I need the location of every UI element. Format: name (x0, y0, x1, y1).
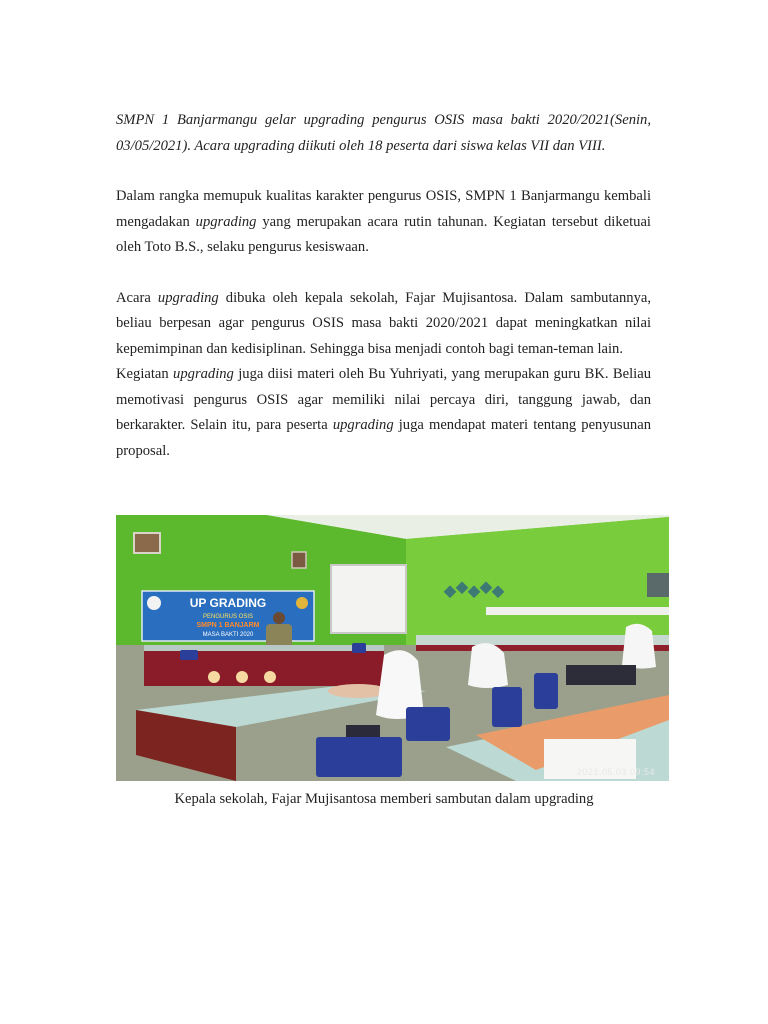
classroom-scene (116, 515, 669, 781)
paragraph-1 (116, 184, 651, 261)
wall-picture-center (292, 552, 306, 568)
paragraph-3 (116, 362, 651, 464)
paragraph-3-emphasis-2: upgrading (332, 417, 394, 433)
photo-caption: Kepala sekolah, Fajar Mujisantosa memberi sambutan dalam upgrading (174, 791, 594, 807)
article-body (116, 108, 651, 464)
paragraph-2-text-b: dibuka oleh kepala sekolah, Fajar Mujisantosa. Dalam sambutannya, beliau berpesan agar pengurus OSIS masa bakti 2020/2021 dapat meningkatkan nilai kepemimpinan dan kedisiplinan. Sehingga bisa menjadi contoh bagi teman-teman lain. (116, 289, 651, 357)
head-table-top (144, 645, 384, 651)
banner-line-3: MASA BAKTI 2020 (202, 632, 254, 638)
paragraph-3-text-a: Kegiatan (116, 366, 174, 382)
paragraph-3-text-c: juga mendapat materi tentang penyusunan proposal. (116, 417, 651, 459)
whiteboard (331, 565, 406, 633)
paragraph-2 (116, 286, 651, 363)
lead-paragraph: SMPN 1 Banjarmangu gelar upgrading pengurus OSIS masa bakti 2020/2021(Senin, 03/05/2021). Acara upgrading diikuti oleh 18 peserta dari siswa kelas VII dan VIII. (116, 112, 651, 154)
wall-picture-left (134, 533, 160, 553)
banner-line-1: PENGURUS OSIS (202, 614, 254, 620)
event-photo (116, 515, 669, 781)
paragraph-2-emphasis: upgrading (157, 289, 219, 306)
paragraph-1-text-b: yang merupakan acara rutin tahunan. Kegiatan tersebut diketuai oleh Toto B.S., selaku pengurus kesiswaan. (116, 213, 651, 255)
banner-logo-left (147, 596, 161, 610)
paragraph-1-emphasis: upgrading (195, 213, 257, 230)
photo-timestamp: 2021.05.03 09:54 (576, 767, 655, 777)
paragraph-2-text-a: Acara (116, 289, 158, 306)
paragraph-3-emphasis-1: upgrading (173, 366, 234, 382)
table-ornaments (208, 671, 276, 683)
wall-shelf (486, 607, 669, 615)
wall-picture-right (647, 573, 669, 597)
banner-title: UP GRADING (189, 596, 267, 610)
paragraph-3-text-b: juga diisi materi oleh Bu Yuhriyati, yang merupakan guru BK. Beliau memotivasi pengurus OSIS agar memiliki nilai percaya diri, tanggung jawab, dan berkarakter. Selain itu, para peserta (116, 366, 651, 433)
banner-line-2: SMPN 1 BANJARM (196, 622, 260, 629)
paragraph-1-text-a: Dalam rangka memupuk kualitas karakter pengurus OSIS, SMPN 1 Banjarmangu kembali mengadakan (116, 188, 651, 230)
banner-logo-right (296, 597, 308, 609)
